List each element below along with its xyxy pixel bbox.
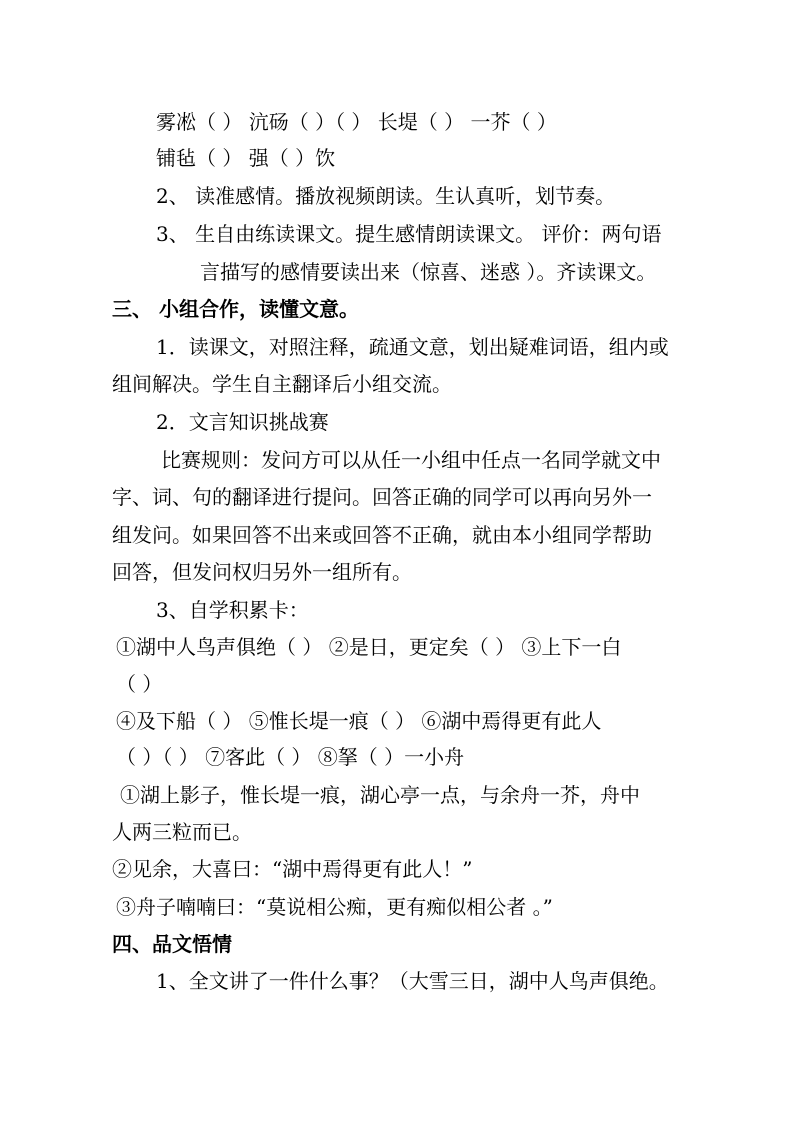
text-line-item-1: 1．读课文，对照注释，疏通文意，划出疑难词语，组内或: [156, 335, 669, 359]
section-heading-4: 四、品文悟情: [112, 932, 232, 956]
text-line-quote-3: ③舟子喃喃曰：“莫说相公痴，更有痴似相公者 。”: [116, 895, 553, 919]
text-line-quote-1-cont: 人两三粒而已。: [112, 820, 252, 844]
text-line-card-3: （ ）（ ） ⑦客此（ ） ⑧拏（ ）一小舟: [116, 745, 465, 769]
text-line-rules-2: 字、词、句的翻译进行提问。回答正确的同学可以再向另外一: [112, 485, 652, 509]
text-line-step-2: 2、 读准感情。播放视频朗读。生认真听，划节奏。: [156, 184, 616, 208]
text-line-step-3: 3、 生自由练读课文。提生感情朗读课文。 评价：两句语: [156, 222, 662, 246]
text-line-card-1: ①湖中人鸟声俱绝（ ） ②是日，更定矣（ ） ③上下一白: [116, 635, 622, 659]
text-line-item-1-cont: 组间解决。学生自主翻译后小组交流。: [112, 372, 452, 396]
text-line-rules-3: 组发问。如果回答不出来或回答不正确，就由本小组同学帮助: [112, 523, 652, 547]
text-line-question-1: 1、全文讲了一件什么事？（大雪三日，湖中人鸟声俱绝。: [156, 969, 669, 993]
text-line-rules: 比赛规则：发问方可以从任一小组中任点一名同学就文中: [161, 448, 661, 472]
text-line-vocab-1: 雾凇（ ） 沆砀（ ）（ ） 长堤（ ） 一芥（ ）: [156, 110, 557, 134]
text-line-item-3: 3、自学积累卡：: [156, 598, 309, 622]
text-line-card-1-cont: （ ）: [116, 672, 163, 696]
text-line-step-3-cont: 言描写的感情要读出来（惊喜、迷惑 ）。齐读课文。: [200, 260, 657, 284]
text-line-card-2: ④及下船（ ） ⑤惟长堤一痕（ ） ⑥湖中焉得更有此人: [116, 709, 602, 733]
text-line-item-2: 2．文言知识挑战赛: [156, 410, 329, 434]
text-line-quote-1: ①湖上影子，惟长堤一痕，湖心亭一点，与余舟一芥，舟中: [120, 783, 640, 807]
text-line-rules-4: 回答，但发问权归另外一组所有。: [112, 560, 412, 584]
text-line-vocab-2: 铺毡（ ） 强（ ）饮: [156, 146, 336, 170]
text-line-quote-2: ②见余，大喜曰：“湖中焉得更有此人！”: [112, 857, 473, 881]
section-heading-3: 三、 小组合作，读懂文意。: [112, 297, 359, 321]
